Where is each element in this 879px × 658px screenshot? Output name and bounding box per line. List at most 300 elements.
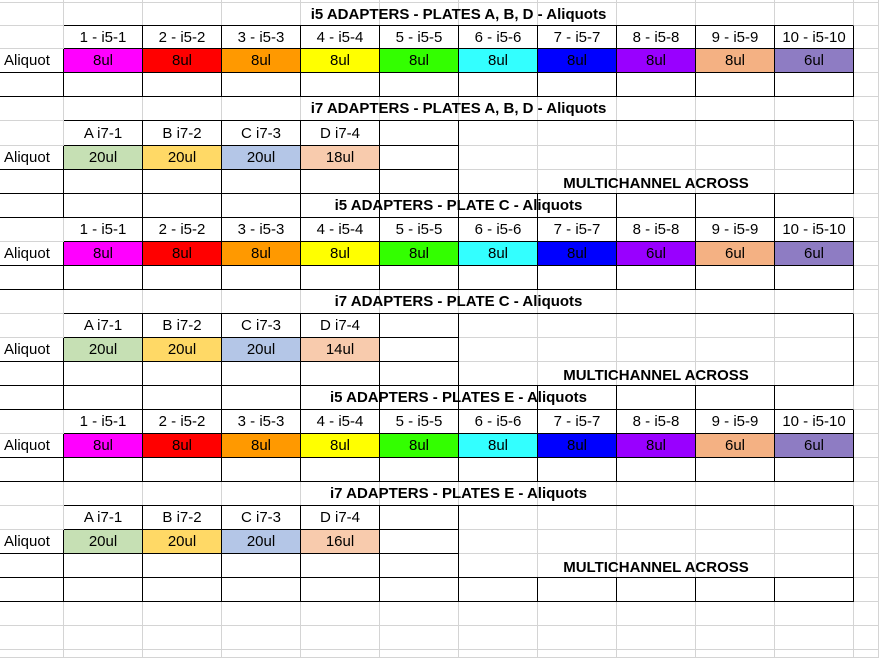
row-label-aliquot[interactable] bbox=[0, 434, 64, 458]
aliquot-value-text: 14ul bbox=[325, 341, 355, 358]
row-label-aliquot[interactable] bbox=[0, 338, 64, 362]
column-header[interactable] bbox=[775, 410, 854, 434]
aliquot-value[interactable] bbox=[301, 49, 380, 73]
aliquot-value[interactable] bbox=[301, 530, 380, 554]
empty-cell[interactable] bbox=[459, 73, 538, 97]
column-header-text: 5 - i5-5 bbox=[395, 28, 443, 46]
section-title-text: i5 ADAPTERS - PLATES A, B, D - Aliquots bbox=[310, 5, 607, 23]
empty-cell[interactable] bbox=[380, 554, 459, 578]
grid-cell[interactable] bbox=[301, 602, 380, 626]
section-title[interactable] bbox=[64, 290, 854, 314]
aliquot-value[interactable] bbox=[459, 49, 538, 73]
empty-cell[interactable] bbox=[775, 458, 854, 482]
empty-cell[interactable] bbox=[64, 578, 143, 602]
grid-cell[interactable] bbox=[222, 602, 301, 626]
aliquot-value[interactable] bbox=[775, 242, 854, 266]
aliquot-value[interactable] bbox=[64, 49, 143, 73]
column-header-text: 1 - i5-1 bbox=[79, 28, 127, 46]
column-header-text: 8 - i5-8 bbox=[632, 221, 680, 238]
aliquot-value[interactable] bbox=[459, 242, 538, 266]
empty-cell[interactable] bbox=[222, 170, 301, 194]
empty-cell[interactable] bbox=[0, 194, 64, 218]
aliquot-value-text: 8ul bbox=[408, 437, 430, 454]
empty-cell[interactable] bbox=[617, 578, 696, 602]
column-header[interactable] bbox=[222, 410, 301, 434]
column-header-text: 7 - i5-7 bbox=[553, 221, 601, 238]
empty-cell[interactable] bbox=[0, 170, 64, 194]
grid-cell[interactable] bbox=[854, 530, 879, 554]
column-header[interactable] bbox=[617, 410, 696, 434]
column-header[interactable] bbox=[459, 26, 538, 49]
aliquot-value-text: 8ul bbox=[171, 245, 193, 262]
empty-cell[interactable] bbox=[380, 506, 459, 530]
column-header[interactable] bbox=[64, 506, 143, 530]
grid-cell[interactable] bbox=[538, 650, 617, 658]
grid-cell[interactable] bbox=[854, 97, 879, 121]
column-header-text: 8 - i5-8 bbox=[632, 28, 680, 46]
column-header[interactable] bbox=[222, 314, 301, 338]
empty-cell[interactable] bbox=[380, 73, 459, 97]
column-header-text: 4 - i5-4 bbox=[316, 413, 364, 430]
aliquot-value[interactable] bbox=[222, 146, 301, 170]
empty-cell[interactable] bbox=[0, 73, 64, 97]
aliquot-value-text: 6ul bbox=[803, 52, 825, 69]
grid-cell[interactable] bbox=[617, 650, 696, 658]
grid-cell[interactable] bbox=[0, 3, 64, 26]
grid-cell[interactable] bbox=[538, 626, 617, 650]
aliquot-value-text: 8ul bbox=[171, 437, 193, 454]
empty-cell[interactable] bbox=[301, 266, 380, 290]
column-header-text: 10 - i5-10 bbox=[782, 28, 846, 46]
empty-cell[interactable] bbox=[0, 458, 64, 482]
empty-cell[interactable] bbox=[143, 578, 222, 602]
aliquot-value[interactable] bbox=[459, 434, 538, 458]
column-header-text: 10 - i5-10 bbox=[782, 413, 846, 430]
multichannel-note[interactable] bbox=[459, 314, 854, 386]
empty-cell[interactable] bbox=[696, 73, 775, 97]
column-header-text: C i7-3 bbox=[240, 509, 281, 526]
grid-cell[interactable] bbox=[854, 506, 879, 530]
column-header-text: D i7-4 bbox=[319, 317, 360, 334]
empty-cell[interactable] bbox=[775, 578, 854, 602]
empty-cell[interactable] bbox=[143, 170, 222, 194]
aliquot-value[interactable] bbox=[64, 146, 143, 170]
grid-cell[interactable] bbox=[854, 458, 879, 482]
column-header[interactable] bbox=[143, 314, 222, 338]
section-title[interactable] bbox=[64, 386, 854, 410]
column-header-text: 9 - i5-9 bbox=[711, 28, 759, 46]
grid-cell[interactable] bbox=[143, 650, 222, 658]
column-header[interactable] bbox=[64, 218, 143, 242]
section-title[interactable] bbox=[64, 97, 854, 121]
empty-cell[interactable] bbox=[459, 578, 538, 602]
aliquot-value[interactable] bbox=[775, 49, 854, 73]
aliquot-value[interactable] bbox=[143, 434, 222, 458]
empty-cell[interactable] bbox=[380, 458, 459, 482]
grid-cell[interactable] bbox=[0, 410, 64, 434]
aliquot-value[interactable] bbox=[222, 242, 301, 266]
multichannel-note[interactable] bbox=[459, 121, 854, 194]
grid-cell[interactable] bbox=[0, 602, 64, 626]
multichannel-note-text: MULTICHANNEL ACROSS bbox=[563, 367, 749, 384]
column-header[interactable] bbox=[617, 218, 696, 242]
grid-cell[interactable] bbox=[854, 290, 879, 314]
empty-cell[interactable] bbox=[380, 338, 459, 362]
grid-cell[interactable] bbox=[854, 314, 879, 338]
grid-cell[interactable] bbox=[222, 626, 301, 650]
column-header[interactable] bbox=[380, 410, 459, 434]
column-header-text: 2 - i5-2 bbox=[158, 28, 206, 46]
column-header-text: D i7-4 bbox=[319, 124, 360, 142]
column-header[interactable] bbox=[143, 506, 222, 530]
row-label-aliquot[interactable] bbox=[0, 49, 64, 73]
column-header[interactable] bbox=[301, 121, 380, 146]
grid-cell[interactable] bbox=[0, 506, 64, 530]
empty-cell[interactable] bbox=[380, 266, 459, 290]
empty-cell[interactable] bbox=[222, 362, 301, 386]
empty-cell[interactable] bbox=[696, 458, 775, 482]
aliquot-value-text: 20ul bbox=[167, 341, 197, 358]
grid-cell[interactable] bbox=[696, 650, 775, 658]
grid-cell[interactable] bbox=[854, 49, 879, 73]
column-header[interactable] bbox=[222, 218, 301, 242]
aliquot-value-text: 8ul bbox=[566, 437, 588, 454]
aliquot-value[interactable] bbox=[143, 242, 222, 266]
aliquot-value[interactable] bbox=[617, 242, 696, 266]
grid-cell[interactable] bbox=[380, 626, 459, 650]
empty-cell[interactable] bbox=[222, 458, 301, 482]
column-header[interactable] bbox=[64, 121, 143, 146]
column-header-text: 3 - i5-3 bbox=[237, 221, 285, 238]
grid-cell[interactable] bbox=[64, 602, 143, 626]
empty-cell[interactable] bbox=[617, 73, 696, 97]
grid-cell[interactable] bbox=[696, 602, 775, 626]
empty-cell[interactable] bbox=[64, 554, 143, 578]
grid-cell[interactable] bbox=[380, 602, 459, 626]
section-title-text: i5 ADAPTERS - PLATES E - Aliquots bbox=[330, 389, 587, 406]
grid-cell[interactable] bbox=[617, 626, 696, 650]
column-header-text: 7 - i5-7 bbox=[553, 413, 601, 430]
aliquot-value[interactable] bbox=[222, 49, 301, 73]
column-header-text: A i7-1 bbox=[83, 124, 123, 142]
grid-cell[interactable] bbox=[854, 386, 879, 410]
aliquot-value[interactable] bbox=[617, 434, 696, 458]
aliquot-value-text: 8ul bbox=[250, 52, 272, 69]
grid-cell[interactable] bbox=[854, 626, 879, 650]
column-header[interactable] bbox=[143, 410, 222, 434]
aliquot-value[interactable] bbox=[64, 434, 143, 458]
column-header[interactable] bbox=[143, 218, 222, 242]
column-header[interactable] bbox=[538, 26, 617, 49]
grid-cell[interactable] bbox=[696, 626, 775, 650]
grid-cell[interactable] bbox=[775, 626, 854, 650]
empty-cell[interactable] bbox=[222, 266, 301, 290]
aliquot-value[interactable] bbox=[222, 338, 301, 362]
aliquot-value[interactable] bbox=[64, 242, 143, 266]
empty-cell[interactable] bbox=[222, 554, 301, 578]
grid-cell[interactable] bbox=[854, 434, 879, 458]
empty-cell[interactable] bbox=[64, 362, 143, 386]
aliquot-value[interactable] bbox=[143, 146, 222, 170]
aliquot-value-text: 6ul bbox=[803, 437, 825, 454]
column-header-text: C i7-3 bbox=[240, 317, 281, 334]
aliquot-value-text: 8ul bbox=[487, 52, 509, 69]
grid-cell[interactable] bbox=[0, 218, 64, 242]
empty-cell[interactable] bbox=[696, 578, 775, 602]
column-header-text: 6 - i5-6 bbox=[474, 28, 522, 46]
empty-cell[interactable] bbox=[0, 578, 64, 602]
empty-cell[interactable] bbox=[617, 458, 696, 482]
grid-cell[interactable] bbox=[0, 626, 64, 650]
grid-cell[interactable] bbox=[854, 338, 879, 362]
empty-cell[interactable] bbox=[538, 73, 617, 97]
empty-cell[interactable] bbox=[380, 578, 459, 602]
grid-cell[interactable] bbox=[854, 482, 879, 506]
grid-cell[interactable] bbox=[854, 121, 879, 146]
section-title-text: i7 ADAPTERS - PLATES A, B, D - Aliquots bbox=[310, 100, 607, 117]
aliquot-value[interactable] bbox=[301, 434, 380, 458]
grid-cell[interactable] bbox=[0, 650, 64, 658]
empty-cell[interactable] bbox=[0, 554, 64, 578]
column-header[interactable] bbox=[222, 121, 301, 146]
column-header[interactable] bbox=[64, 314, 143, 338]
grid-cell[interactable] bbox=[854, 266, 879, 290]
grid-cell[interactable] bbox=[301, 650, 380, 658]
grid-cell[interactable] bbox=[0, 26, 64, 49]
column-header[interactable] bbox=[696, 410, 775, 434]
aliquot-value[interactable] bbox=[775, 434, 854, 458]
aliquot-value[interactable] bbox=[380, 242, 459, 266]
grid-cell[interactable] bbox=[775, 650, 854, 658]
section-title-text: i7 ADAPTERS - PLATES E - Aliquots bbox=[330, 485, 587, 502]
column-header-text: 1 - i5-1 bbox=[79, 221, 127, 238]
grid-cell[interactable] bbox=[538, 602, 617, 626]
column-header-text: B i7-2 bbox=[162, 509, 202, 526]
column-header[interactable] bbox=[143, 121, 222, 146]
aliquot-value[interactable] bbox=[222, 434, 301, 458]
empty-cell[interactable] bbox=[696, 266, 775, 290]
column-header[interactable] bbox=[459, 218, 538, 242]
aliquot-value[interactable] bbox=[380, 49, 459, 73]
empty-cell[interactable] bbox=[538, 578, 617, 602]
grid-cell[interactable] bbox=[459, 650, 538, 658]
grid-cell[interactable] bbox=[0, 121, 64, 146]
column-header[interactable] bbox=[301, 314, 380, 338]
section-title-text: i7 ADAPTERS - PLATE C - Aliquots bbox=[334, 293, 583, 310]
aliquot-value-text: 20ul bbox=[88, 341, 118, 358]
empty-cell[interactable] bbox=[222, 73, 301, 97]
aliquot-value-text: 8ul bbox=[645, 437, 667, 454]
row-label-aliquot[interactable] bbox=[0, 242, 64, 266]
column-header[interactable] bbox=[696, 26, 775, 49]
aliquot-value[interactable] bbox=[538, 49, 617, 73]
empty-cell[interactable] bbox=[64, 266, 143, 290]
empty-cell[interactable] bbox=[301, 170, 380, 194]
aliquot-value[interactable] bbox=[301, 338, 380, 362]
aliquot-value[interactable] bbox=[538, 434, 617, 458]
grid-cell[interactable] bbox=[854, 602, 879, 626]
grid-cell[interactable] bbox=[301, 626, 380, 650]
column-header[interactable] bbox=[143, 26, 222, 49]
column-header[interactable] bbox=[617, 26, 696, 49]
empty-cell[interactable] bbox=[380, 121, 459, 146]
column-header[interactable] bbox=[459, 410, 538, 434]
aliquot-value-text: 8ul bbox=[724, 52, 746, 69]
aliquot-value[interactable] bbox=[696, 49, 775, 73]
empty-cell[interactable] bbox=[0, 386, 64, 410]
section-title[interactable] bbox=[64, 194, 854, 218]
empty-cell[interactable] bbox=[538, 458, 617, 482]
empty-cell[interactable] bbox=[459, 266, 538, 290]
column-header-text: 4 - i5-4 bbox=[316, 28, 364, 46]
grid-cell[interactable] bbox=[854, 410, 879, 434]
empty-cell[interactable] bbox=[380, 530, 459, 554]
column-header-text: 9 - i5-9 bbox=[711, 221, 759, 238]
aliquot-value-text: 8ul bbox=[487, 437, 509, 454]
column-header[interactable] bbox=[64, 26, 143, 49]
grid-cell[interactable] bbox=[0, 482, 64, 506]
grid-cell[interactable] bbox=[459, 626, 538, 650]
grid-cell[interactable] bbox=[143, 626, 222, 650]
grid-cell[interactable] bbox=[854, 3, 879, 26]
grid-cell[interactable] bbox=[143, 602, 222, 626]
column-header[interactable] bbox=[301, 218, 380, 242]
row-label-aliquot[interactable] bbox=[0, 530, 64, 554]
aliquot-value[interactable] bbox=[143, 338, 222, 362]
grid-cell[interactable] bbox=[64, 650, 143, 658]
empty-cell[interactable] bbox=[617, 266, 696, 290]
row-label-aliquot-text: Aliquot bbox=[4, 149, 50, 166]
empty-cell[interactable] bbox=[380, 362, 459, 386]
column-header-text: 8 - i5-8 bbox=[632, 413, 680, 430]
column-header[interactable] bbox=[775, 26, 854, 49]
column-header[interactable] bbox=[222, 26, 301, 49]
grid-cell[interactable] bbox=[617, 602, 696, 626]
empty-cell[interactable] bbox=[380, 146, 459, 170]
empty-cell[interactable] bbox=[301, 554, 380, 578]
aliquot-value[interactable] bbox=[222, 530, 301, 554]
empty-cell[interactable] bbox=[301, 578, 380, 602]
grid-cell[interactable] bbox=[854, 650, 879, 658]
grid-cell[interactable] bbox=[854, 362, 879, 386]
grid-cell[interactable] bbox=[854, 218, 879, 242]
section-title[interactable] bbox=[64, 3, 854, 26]
column-header[interactable] bbox=[380, 218, 459, 242]
aliquot-value[interactable] bbox=[696, 434, 775, 458]
empty-cell[interactable] bbox=[143, 73, 222, 97]
aliquot-value[interactable] bbox=[301, 242, 380, 266]
empty-cell[interactable] bbox=[222, 578, 301, 602]
aliquot-value[interactable] bbox=[617, 49, 696, 73]
column-header-text: 10 - i5-10 bbox=[782, 221, 846, 238]
empty-cell[interactable] bbox=[64, 170, 143, 194]
aliquot-value-text: 8ul bbox=[329, 245, 351, 262]
empty-cell[interactable] bbox=[538, 266, 617, 290]
column-header[interactable] bbox=[696, 218, 775, 242]
multichannel-note-text: MULTICHANNEL ACROSS bbox=[563, 175, 749, 192]
grid-cell[interactable] bbox=[459, 602, 538, 626]
column-header[interactable] bbox=[380, 26, 459, 49]
empty-cell[interactable] bbox=[64, 458, 143, 482]
column-header[interactable] bbox=[538, 218, 617, 242]
column-header-text: B i7-2 bbox=[162, 124, 202, 142]
aliquot-value[interactable] bbox=[538, 242, 617, 266]
empty-cell[interactable] bbox=[0, 266, 64, 290]
grid-cell[interactable] bbox=[775, 602, 854, 626]
aliquot-value[interactable] bbox=[301, 146, 380, 170]
empty-cell[interactable] bbox=[775, 73, 854, 97]
column-header-text: 6 - i5-6 bbox=[474, 221, 522, 238]
aliquot-value-text: 8ul bbox=[171, 52, 193, 69]
empty-cell[interactable] bbox=[380, 314, 459, 338]
empty-cell[interactable] bbox=[301, 362, 380, 386]
grid-cell[interactable] bbox=[854, 26, 879, 49]
empty-cell[interactable] bbox=[64, 73, 143, 97]
aliquot-value[interactable] bbox=[380, 434, 459, 458]
aliquot-value[interactable] bbox=[696, 242, 775, 266]
grid-cell[interactable] bbox=[854, 146, 879, 170]
column-header[interactable] bbox=[301, 410, 380, 434]
grid-cell[interactable] bbox=[854, 194, 879, 218]
aliquot-value[interactable] bbox=[143, 49, 222, 73]
empty-cell[interactable] bbox=[143, 362, 222, 386]
grid-cell[interactable] bbox=[64, 626, 143, 650]
column-header-text: 2 - i5-2 bbox=[158, 413, 206, 430]
row-label-aliquot[interactable] bbox=[0, 146, 64, 170]
row-label-aliquot-text: Aliquot bbox=[4, 437, 50, 454]
empty-cell[interactable] bbox=[775, 266, 854, 290]
grid-cell[interactable] bbox=[0, 290, 64, 314]
empty-cell[interactable] bbox=[380, 170, 459, 194]
empty-cell[interactable] bbox=[143, 266, 222, 290]
empty-cell[interactable] bbox=[143, 554, 222, 578]
grid-cell[interactable] bbox=[380, 650, 459, 658]
row-label-aliquot-text: Aliquot bbox=[4, 52, 50, 69]
grid-cell[interactable] bbox=[222, 650, 301, 658]
column-header-text: 5 - i5-5 bbox=[395, 221, 443, 238]
grid-cell[interactable] bbox=[854, 170, 879, 194]
grid-cell[interactable] bbox=[854, 73, 879, 97]
empty-cell[interactable] bbox=[0, 362, 64, 386]
grid-cell[interactable] bbox=[0, 97, 64, 121]
aliquot-value[interactable] bbox=[64, 530, 143, 554]
multichannel-note[interactable] bbox=[459, 506, 854, 578]
column-header[interactable] bbox=[775, 218, 854, 242]
aliquot-value[interactable] bbox=[143, 530, 222, 554]
column-header-text: D i7-4 bbox=[319, 509, 360, 526]
aliquot-value-text: 6ul bbox=[724, 437, 746, 454]
empty-cell[interactable] bbox=[301, 458, 380, 482]
grid-cell[interactable] bbox=[854, 242, 879, 266]
grid-cell[interactable] bbox=[854, 554, 879, 578]
grid-cell[interactable] bbox=[854, 578, 879, 602]
aliquot-value[interactable] bbox=[64, 338, 143, 362]
aliquot-value-text: 20ul bbox=[167, 533, 197, 550]
column-header-text: 6 - i5-6 bbox=[474, 413, 522, 430]
empty-cell[interactable] bbox=[459, 458, 538, 482]
column-header[interactable] bbox=[222, 506, 301, 530]
row-label-aliquot-text: Aliquot bbox=[4, 245, 50, 262]
column-header[interactable] bbox=[538, 410, 617, 434]
section-title[interactable] bbox=[64, 482, 854, 506]
column-header-text: 5 - i5-5 bbox=[395, 413, 443, 430]
empty-cell[interactable] bbox=[301, 73, 380, 97]
grid-cell[interactable] bbox=[0, 314, 64, 338]
column-header[interactable] bbox=[301, 26, 380, 49]
empty-cell[interactable] bbox=[143, 458, 222, 482]
column-header[interactable] bbox=[301, 506, 380, 530]
column-header[interactable] bbox=[64, 410, 143, 434]
